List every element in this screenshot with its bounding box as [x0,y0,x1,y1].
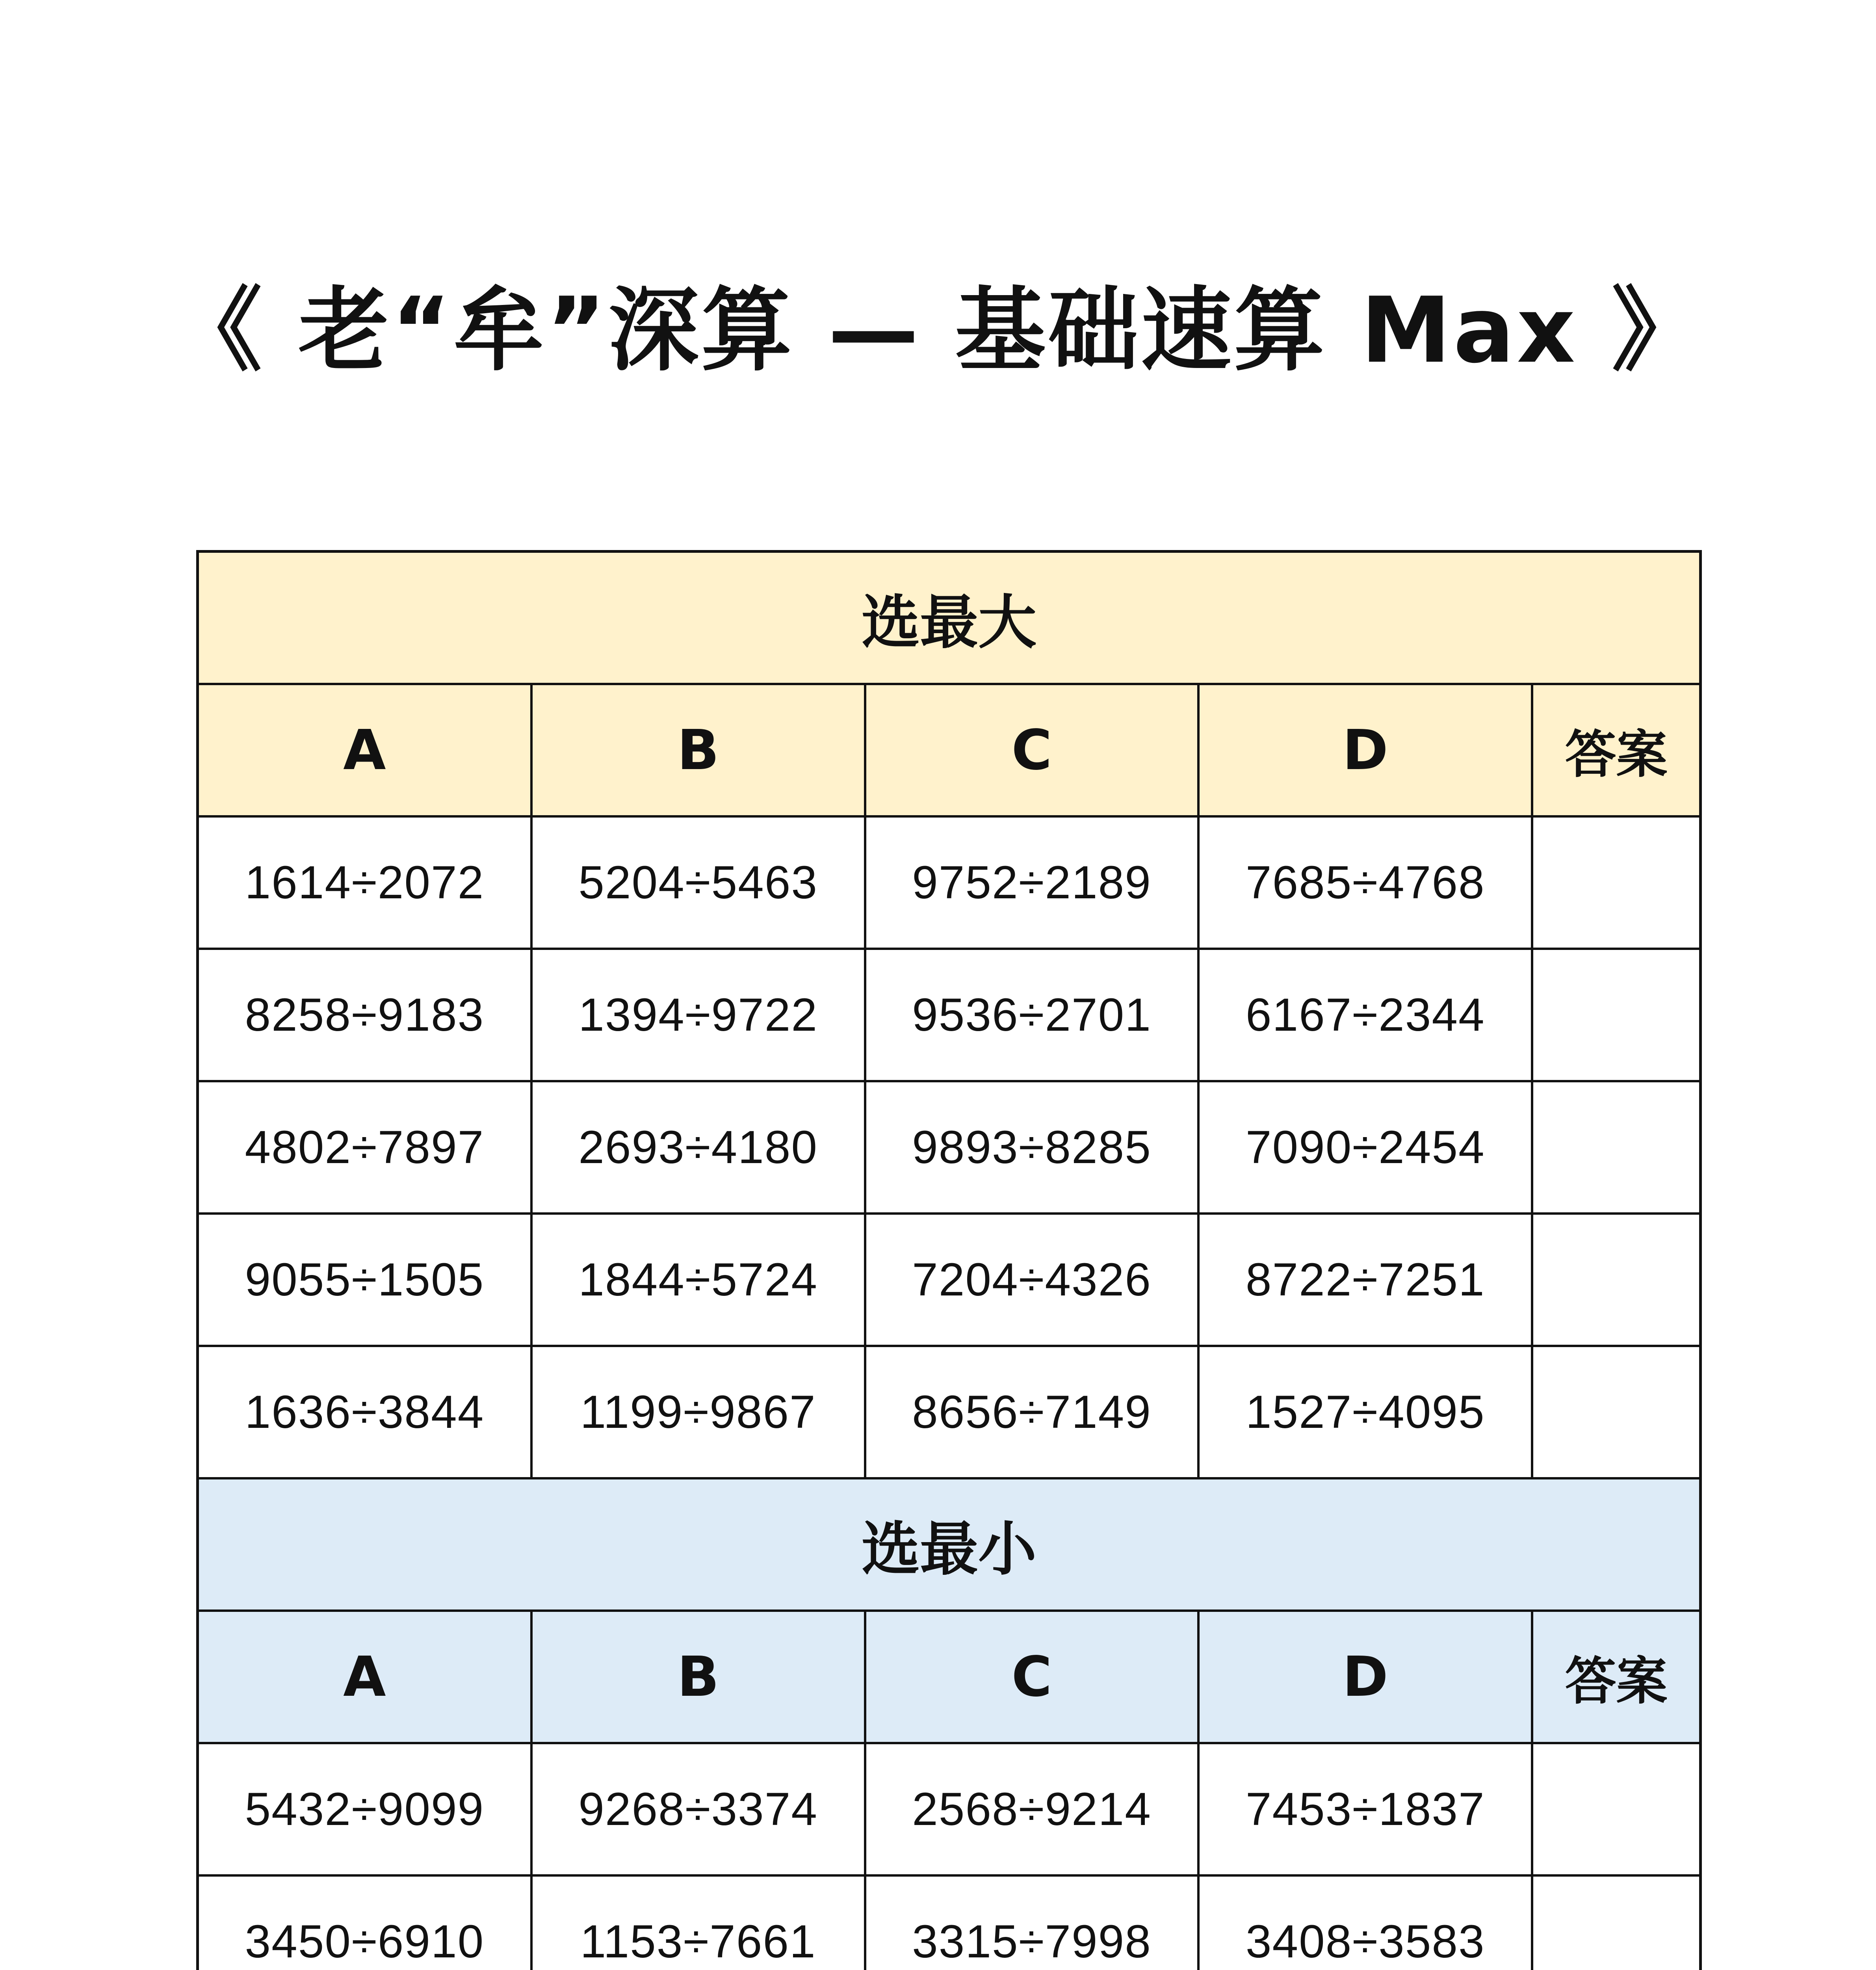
table-row [199,1744,1699,1877]
column-header-c: C [866,685,1200,815]
page-title: 《 老“牟”深算 — 基础速算 Max 》 [171,278,1705,383]
expression-cell: 2693÷4180 [533,1082,866,1212]
column-header-a: A [199,685,533,815]
column-header-a: A [199,1612,533,1742]
expression-cell: 7204÷4326 [866,1215,1200,1345]
column-header-d: D [1200,685,1533,815]
answer-cell[interactable] [1533,1744,1699,1874]
expression-cell: 3315÷7998 [866,1877,1200,1970]
column-header-row [199,685,1699,818]
expression-cell: 8656÷7149 [866,1347,1200,1477]
expression-cell: 5204÷5463 [533,818,866,948]
expression-cell: 7453÷1837 [1200,1744,1533,1874]
expression-cell: 1394÷9722 [533,950,866,1080]
table-row [199,950,1699,1082]
column-header-answer: 答案 [1565,1651,1668,1711]
expression-cell: 9268÷3374 [533,1744,866,1874]
expression-cell: 3450÷6910 [199,1877,533,1970]
table-row [199,1082,1699,1215]
expression-cell: 1199÷9867 [533,1347,866,1477]
expression-cell: 4802÷7897 [199,1082,533,1212]
expression-cell: 1844÷5724 [533,1215,866,1345]
expression-cell: 1636÷3844 [199,1347,533,1477]
answer-cell[interactable] [1533,1215,1699,1345]
expression-cell: 9055÷1505 [199,1215,533,1345]
column-header-d: D [1200,1612,1533,1742]
section-heading: 选最大 [199,553,1699,685]
expression-cell: 9893÷8285 [866,1082,1200,1212]
table-row [199,1215,1699,1347]
expression-cell: 8722÷7251 [1200,1215,1533,1345]
column-header-row [199,1612,1699,1744]
table-row [199,1347,1699,1479]
section-min [199,1479,1699,1970]
expression-cell: 9752÷2189 [866,818,1200,948]
expression-cell: 1527÷4095 [1200,1347,1533,1477]
expression-cell: 8258÷9183 [199,950,533,1080]
answer-cell[interactable] [1533,950,1699,1080]
answer-cell[interactable] [1533,1347,1699,1477]
column-header-answer: 答案 [1565,724,1668,784]
answer-cell[interactable] [1533,1877,1699,1970]
section-max [199,553,1699,1479]
expression-cell: 6167÷2344 [1200,950,1533,1080]
column-header-c: C [866,1612,1200,1742]
answer-cell[interactable] [1533,818,1699,948]
expression-cell: 9536÷2701 [866,950,1200,1080]
expression-cell: 1614÷2072 [199,818,533,948]
expression-cell: 7090÷2454 [1200,1082,1533,1212]
expression-cell: 1153÷7661 [533,1877,866,1970]
expression-cell: 2568÷9214 [866,1744,1200,1874]
column-header-b: B [533,685,866,815]
answer-cell[interactable] [1533,1082,1699,1212]
expression-cell: 7685÷4768 [1200,818,1533,948]
table-row [199,818,1699,950]
worksheet-table [196,550,1702,1970]
expression-cell: 3408÷3583 [1200,1877,1533,1970]
expression-cell: 5432÷9099 [199,1744,533,1874]
section-heading: 选最小 [199,1479,1699,1612]
table-row [199,1877,1699,1970]
column-header-b: B [533,1612,866,1742]
